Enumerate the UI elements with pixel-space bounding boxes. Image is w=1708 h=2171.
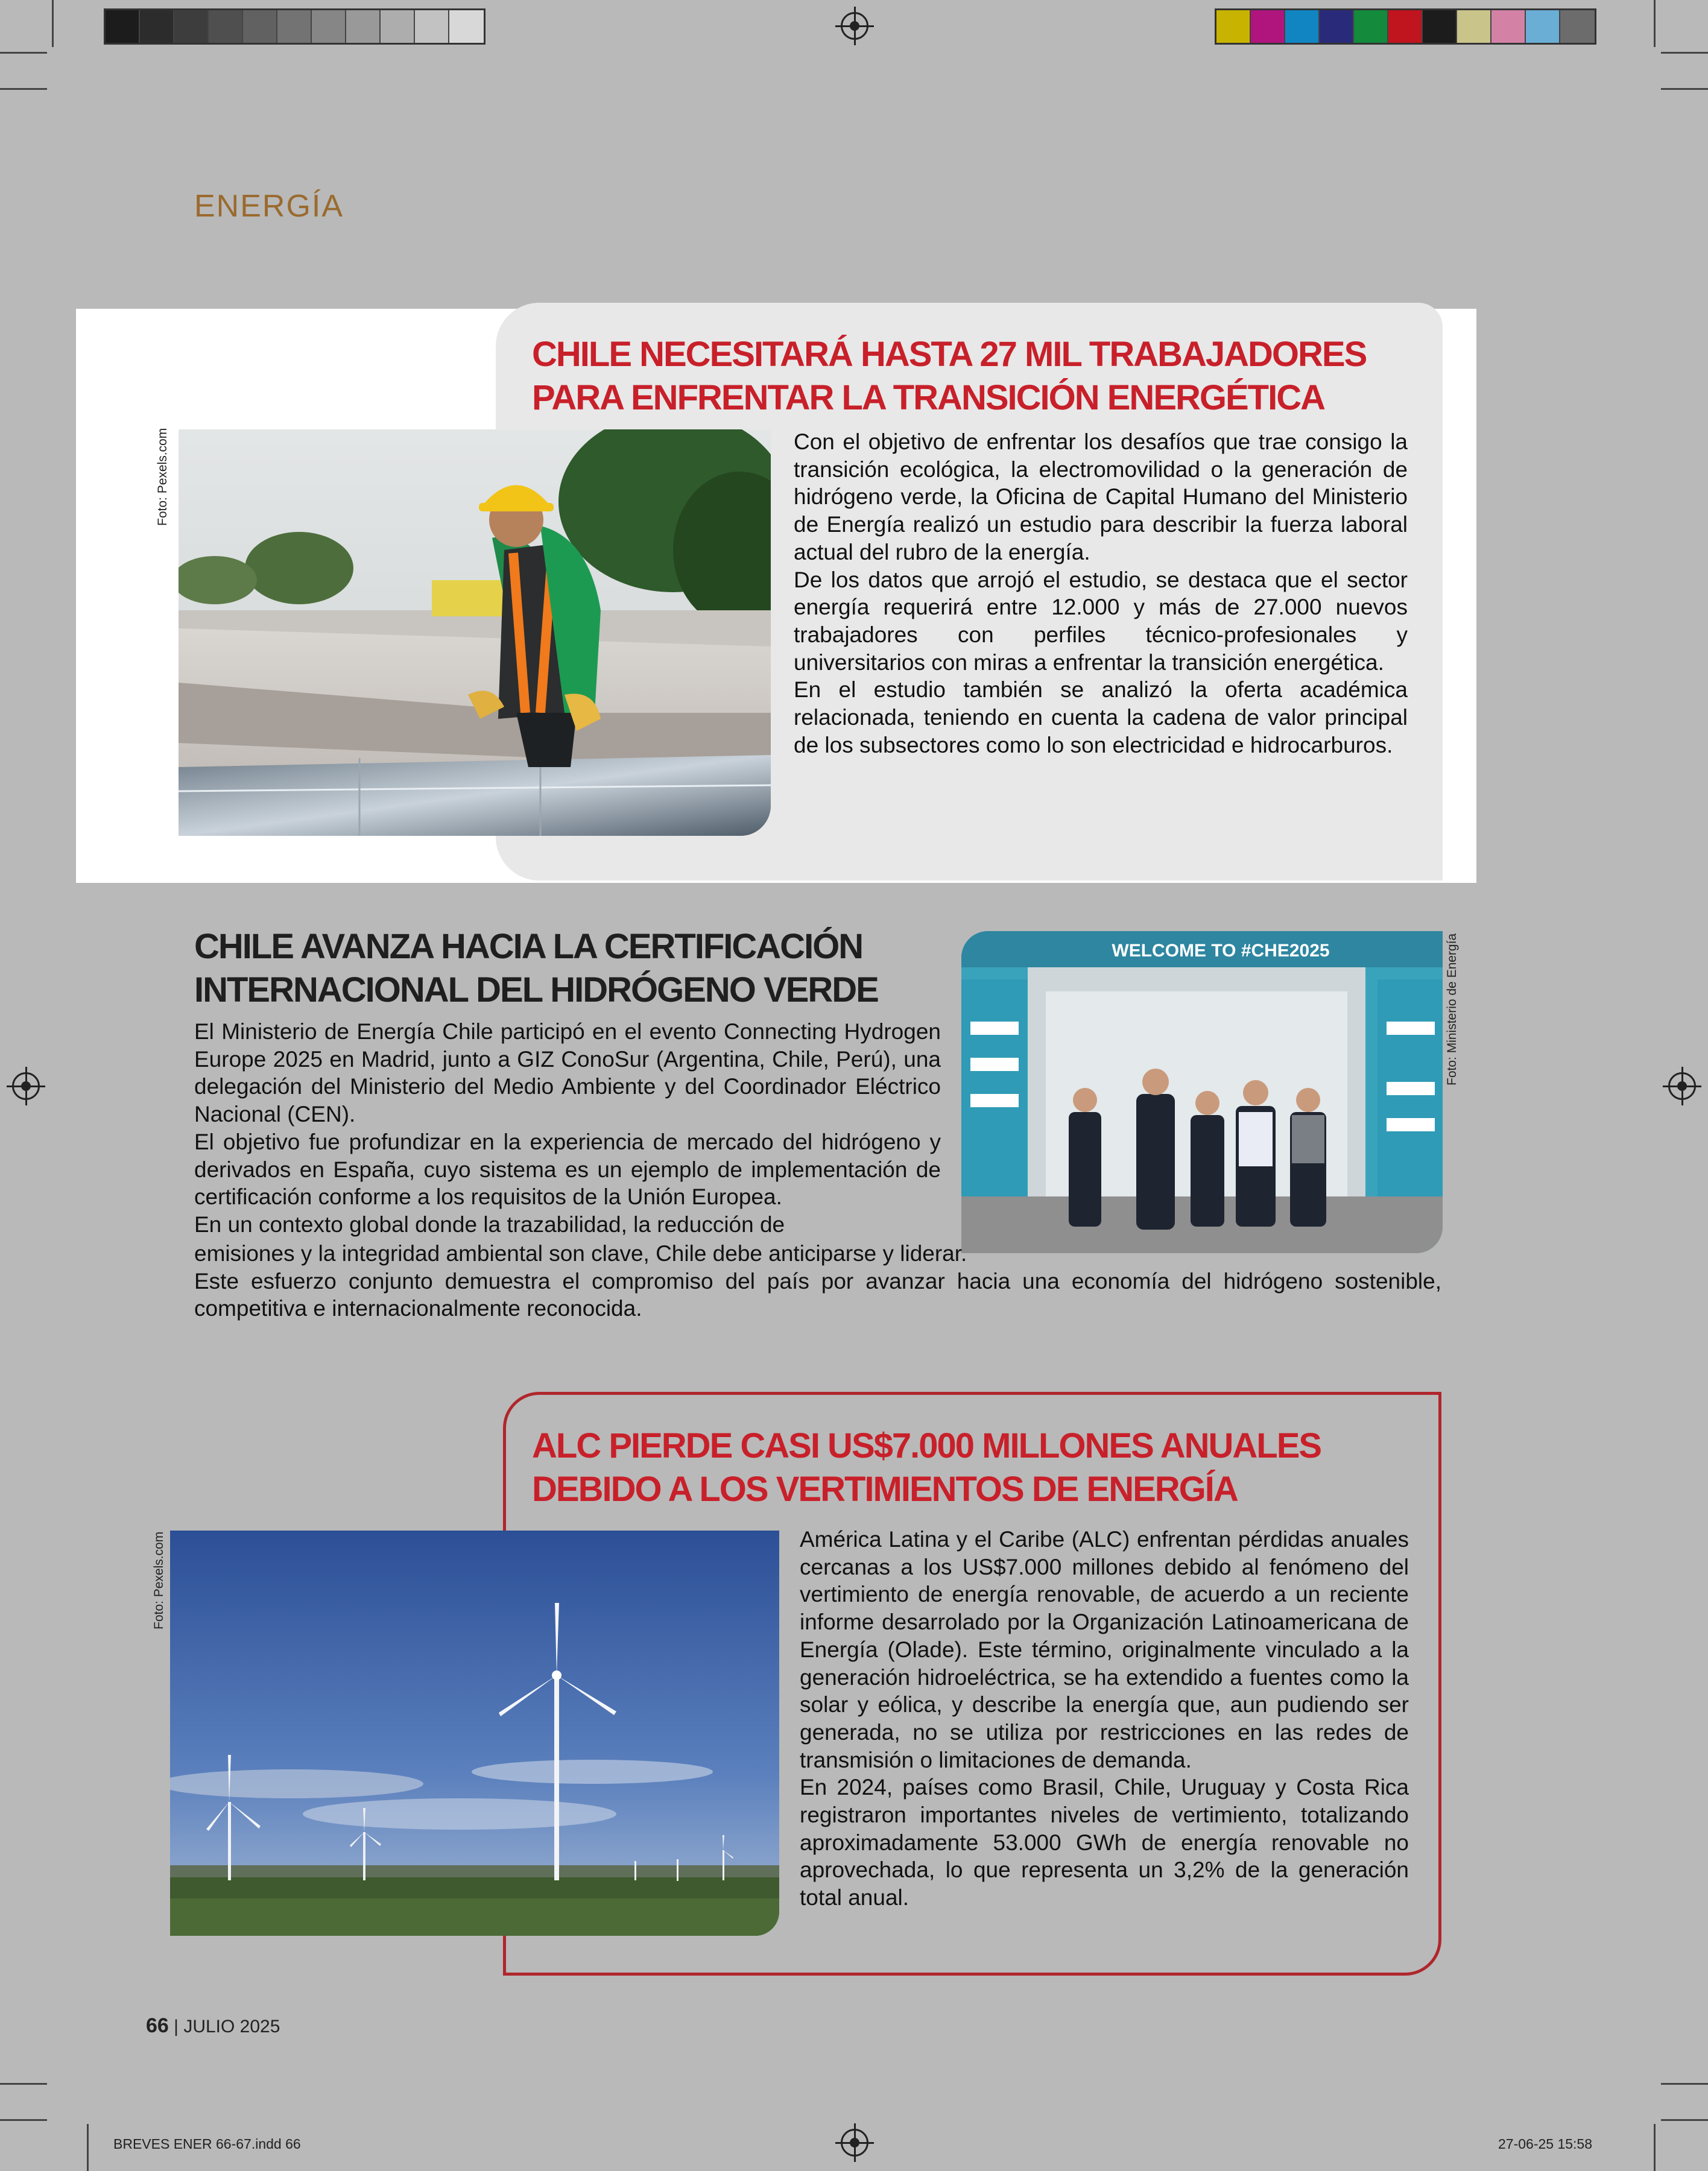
article-3-body bbox=[800, 1526, 1409, 1912]
color-swatch bbox=[449, 10, 484, 43]
article-1-body bbox=[794, 428, 1408, 759]
photo-banner-text: WELCOME TO #CHE2025 bbox=[1112, 941, 1330, 961]
color-swatch bbox=[415, 10, 449, 43]
gray-color-bar bbox=[104, 8, 486, 45]
registration-mark-bottom bbox=[841, 2129, 868, 2157]
color-swatch bbox=[174, 10, 209, 43]
article-3-paragraph: En 2024, países como Brasil, Chile, Uruguay y Costa Rica registraron importantes niveles de vertimiento, totalizando aproximadamente 53.000 GWh de energía renovable no aprovechada, lo que representa un 3,2% de la generación total anual. bbox=[800, 1775, 1409, 1910]
article-2-photo-credit: Foto: Ministerio de Energía bbox=[1445, 933, 1459, 1086]
article-3-photo bbox=[170, 1531, 779, 1936]
page-folio bbox=[146, 2014, 280, 2038]
color-swatch bbox=[1423, 10, 1457, 43]
article-2-body-wrapped bbox=[194, 1018, 941, 1239]
color-swatch bbox=[312, 10, 346, 43]
wind-farm-image bbox=[170, 1531, 779, 1936]
color-swatch bbox=[346, 10, 381, 43]
color-swatch bbox=[1354, 10, 1388, 43]
crop-mark bbox=[0, 52, 47, 54]
crop-mark bbox=[1661, 52, 1708, 54]
article-2-photo bbox=[961, 931, 1443, 1253]
color-swatch bbox=[1251, 10, 1285, 43]
color-swatch bbox=[140, 10, 174, 43]
crop-mark bbox=[1654, 2124, 1656, 2171]
color-swatch bbox=[1457, 10, 1491, 43]
crop-mark bbox=[1661, 2083, 1708, 2085]
color-swatch bbox=[243, 10, 277, 43]
article-2-paragraph: Este esfuerzo conjunto demuestra el compromiso del país por avanzar hacia una economía del hidrógeno sostenible, competitiva e internacionalmente reconocida. bbox=[194, 1268, 1441, 1321]
crop-mark bbox=[1661, 2119, 1708, 2121]
crop-mark bbox=[1654, 0, 1656, 47]
crop-mark bbox=[0, 2119, 47, 2121]
color-swatch bbox=[106, 10, 140, 43]
color-swatch bbox=[1491, 10, 1526, 43]
article-1-paragraph: Con el objetivo de enfrentar los desafíos que trae consigo la transición ecológica, la electromovilidad o la generación de hidrógeno verde, la Oficina de Capital Humano del Ministerio de Energía realizó un estudio para describir la fuerza laboral actual del rubro de la energía. bbox=[794, 429, 1408, 564]
color-swatch bbox=[1320, 10, 1354, 43]
article-2-paragraph: El Ministerio de Energía Chile participó en el evento Connecting Hydrogen Europe 2025 en Madrid, junto a GIZ ConoSur (Argentina, Chile, Perú), una delegación del Ministerio del Medio Ambiente y del Coordinador Eléctrico Nacional (CEN). bbox=[194, 1019, 941, 1127]
color-swatch bbox=[381, 10, 415, 43]
article-1-title: CHILE NECESITARÁ HASTA 27 MIL TRABAJADORES PARA ENFRENTAR LA TRANSICIÓN ENERGÉTICA bbox=[532, 335, 1367, 417]
color-swatch bbox=[277, 10, 312, 43]
color-swatch bbox=[209, 10, 243, 43]
article-1-photo-credit: Foto: Pexels.com bbox=[156, 428, 169, 526]
registration-mark-top bbox=[841, 12, 868, 40]
section-label: ENERGÍA bbox=[194, 189, 344, 224]
article-2-body-full bbox=[194, 1240, 1441, 1323]
crop-mark bbox=[87, 2124, 89, 2171]
crop-mark bbox=[52, 0, 54, 47]
crop-mark bbox=[0, 2083, 47, 2085]
article-3-paragraph: América Latina y el Caribe (ALC) enfrentan pérdidas anuales cercanas a los US$7.000 millones debido al fenómeno del vertimiento de energía renovable, de acuerdo a un reciente informe desarrolado por la Organización Latinoamericana de Energía (Olade). Este término, originalmente vinculado a la generación hidroeléctrica, se ha extendido a fuentes como la solar y eólica, y describe la energía que, aun pudiendo ser generada, no se utiliza por restricciones en las redes de transmisión o limitaciones de demanda. bbox=[800, 1527, 1409, 1772]
hydrogen-event-delegation-image bbox=[961, 931, 1443, 1253]
article-2-paragraph: En un contexto global donde la trazabilidad, la reducción de bbox=[194, 1212, 785, 1237]
slug-date-time: 27-06-25 15:58 bbox=[1498, 2136, 1593, 2152]
article-1-paragraph: De los datos que arrojó el estudio, se destaca que el sector energía requerirá entre 12.000 y más de 27.000 nuevos trabajadores con perfiles técnico-profesionales y universitarios con miras a enfrentar la transición energética. bbox=[794, 567, 1408, 675]
color-swatch bbox=[1560, 10, 1595, 43]
slug-file-name: BREVES ENER 66-67.indd 66 bbox=[113, 2136, 301, 2152]
folio-separator: | bbox=[174, 2017, 184, 2037]
article-1-photo bbox=[179, 429, 771, 836]
registration-mark-right bbox=[1668, 1072, 1696, 1100]
article-2-title: CHILE AVANZA HACIA LA CERTIFICACIÓN INTERNACIONAL DEL HIDRÓGENO VERDE bbox=[194, 927, 878, 1010]
article-3-photo-credit: Foto: Pexels.com bbox=[152, 1531, 166, 1629]
article-2-paragraph: emisiones y la integridad ambiental son clave, Chile debe anticiparse y liderar. bbox=[194, 1241, 967, 1266]
article-3-title: ALC PIERDE CASI US$7.000 MILLONES ANUALES DEBIDO A LOS VERTIMIENTOS DE ENERGÍA bbox=[532, 1426, 1321, 1509]
color-swatch bbox=[1526, 10, 1560, 43]
registration-mark-left bbox=[12, 1072, 40, 1100]
issue-date: JULIO 2025 bbox=[183, 2017, 280, 2037]
article-2-paragraph: El objetivo fue profundizar en la experiencia de mercado del hidrógeno y derivados en España, cuyo sistema es un ejemplo de implementación de certificación conforme a los requisitos de la Unión Europea. bbox=[194, 1129, 941, 1210]
solar-worker-image bbox=[179, 429, 771, 836]
color-swatch bbox=[1388, 10, 1423, 43]
color-swatch bbox=[1216, 10, 1251, 43]
page-number: 66 bbox=[146, 2014, 169, 2037]
crop-mark bbox=[1661, 88, 1708, 90]
color-swatch bbox=[1285, 10, 1320, 43]
article-1-paragraph: En el estudio también se analizó la oferta académica relacionada, teniendo en cuenta la cadena de valor principal de los subsectores como lo son electricidad e hidrocarburos. bbox=[794, 677, 1408, 757]
crop-mark bbox=[0, 88, 47, 90]
process-color-bar bbox=[1215, 8, 1596, 45]
